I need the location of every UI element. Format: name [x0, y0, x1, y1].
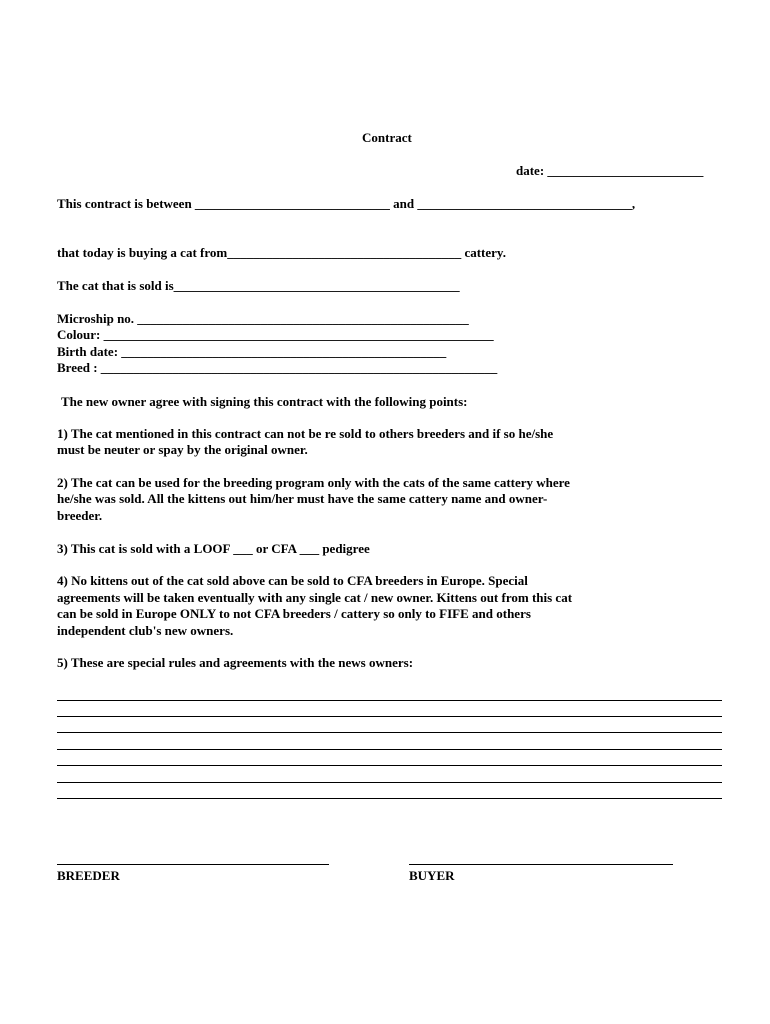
cattery-field[interactable]: that today is buying a cat from____________________________________ cattery. — [57, 245, 506, 260]
point-2-line-2: he/she was sold. All the kittens out him/her must have the same cattery name and owner- — [57, 491, 548, 506]
point-3[interactable]: 3) This cat is sold with a LOOF ___ or CFA ___ pedigree — [57, 541, 370, 556]
point-4-line-3: can be sold in Europe ONLY to not CFA breeders / cattery so only to FIFE and others — [57, 606, 531, 621]
special-rules-line[interactable] — [57, 798, 722, 799]
birth-date-field[interactable]: Birth date: __________________________________________________ — [57, 344, 447, 359]
special-rules-line[interactable] — [57, 716, 722, 717]
point-4-line-1: 4) No kittens out of the cat sold above can be sold to CFA breeders in Europe. Special — [57, 573, 528, 588]
special-rules-line[interactable] — [57, 732, 722, 733]
page-title: Contract — [362, 130, 412, 145]
point-2-line-3: breeder. — [57, 508, 103, 523]
colour-field[interactable]: Colour: ____________________________________________________________ — [57, 327, 494, 342]
agreement-intro: The new owner agree with signing this contract with the following points: — [61, 394, 468, 409]
buyer-label: BUYER — [409, 868, 455, 883]
breeder-signature-line[interactable] — [57, 864, 329, 865]
parties-field[interactable]: This contract is between ______________________________ and _________________________________, — [57, 196, 636, 211]
special-rules-line[interactable] — [57, 700, 722, 701]
special-rules-line[interactable] — [57, 749, 722, 750]
point-5: 5) These are special rules and agreements with the news owners: — [57, 655, 414, 670]
breeder-label: BREEDER — [57, 868, 120, 883]
point-4-line-4: independent club's new owners. — [57, 623, 234, 638]
special-rules-line[interactable] — [57, 765, 722, 766]
point-4-line-2: agreements will be taken eventually with any single cat / new owner. Kittens out from this cat — [57, 590, 573, 605]
point-1-line-1: 1) The cat mentioned in this contract can not be re sold to others breeders and if so he/she — [57, 426, 554, 441]
buyer-signature-line[interactable] — [409, 864, 673, 865]
cat-sold-field[interactable]: The cat that is sold is____________________________________________ — [57, 278, 460, 293]
special-rules-line[interactable] — [57, 782, 722, 783]
microchip-field[interactable]: Microship no. ___________________________________________________ — [57, 311, 469, 326]
breed-field[interactable]: Breed : _____________________________________________________________ — [57, 360, 498, 375]
point-2-line-1: 2) The cat can be used for the breeding program only with the cats of the same cattery where — [57, 475, 570, 490]
date-field[interactable]: date: ________________________ — [516, 163, 704, 178]
point-1-line-2: must be neuter or spay by the original owner. — [57, 442, 308, 457]
